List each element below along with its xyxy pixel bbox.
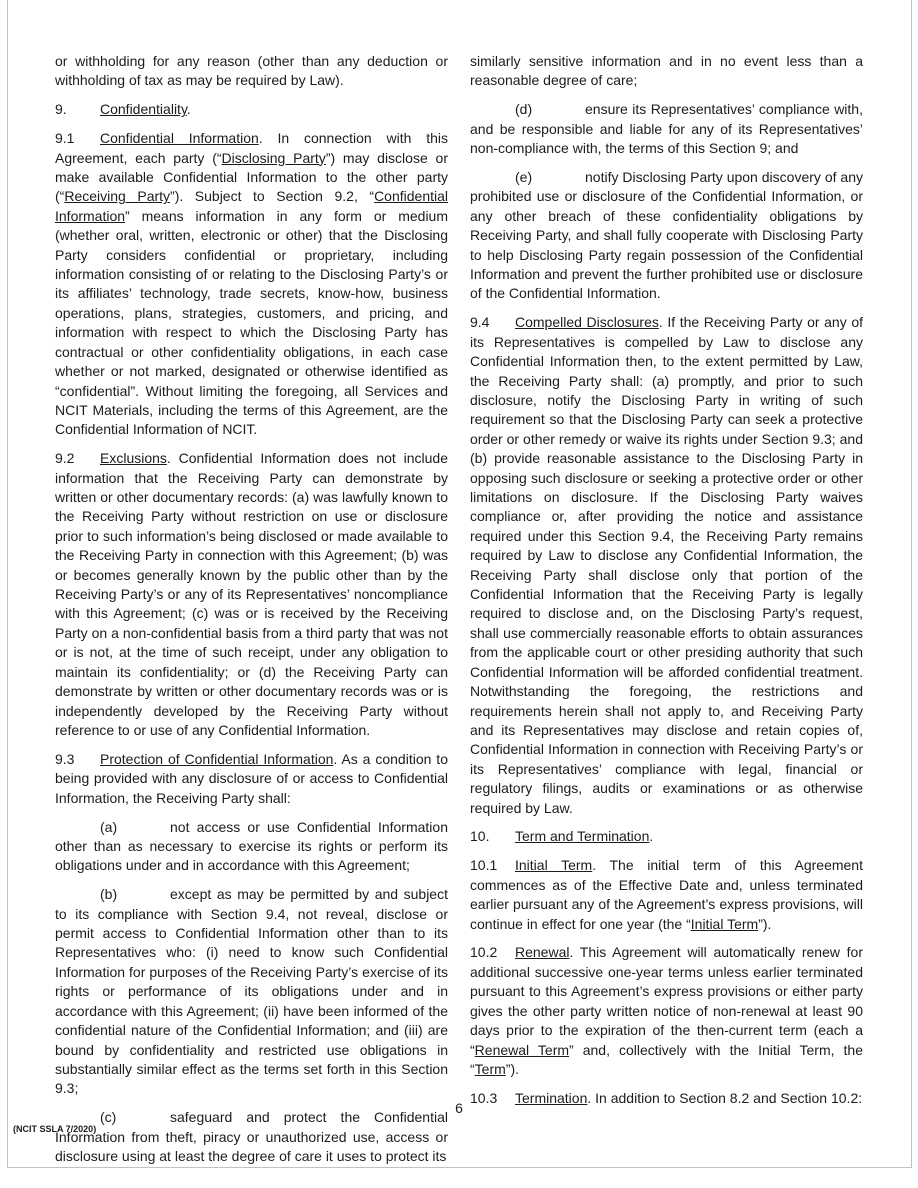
clause-9-3-d bbox=[470, 100, 863, 158]
clause-marker: 9. bbox=[55, 101, 67, 118]
text-run: . bbox=[186, 101, 191, 118]
text-run: ”) may disclose or make available Confidential Information to the other party (“ bbox=[55, 149, 448, 205]
text-run: except as may be permitted by and subject to its compliance with Section 9.4, not reveal, disclose or permit access to Confidential Information other than to its Representatives who: (i) need to know such Confidential Information for purposes of the Receiving Party’s exercise of its rights or performance of its obligations under and in accordance with this Agreement; (ii) have been informed of the confidential nature of the Confidential Information; and (iii) are bound by confidentiality and restricted use obligations in substantially similar effect as the terms set forth in this Section 9.3; bbox=[55, 886, 448, 1097]
text-run: notify Disclosing Party upon discovery of any prohibited use or disclosure of the Confidential Information, or any other breach of these confidentiality obligations by Receiving Party, and shall fully cooperate with Disclosing Party to help Disclosing Party regain possession of the Confidential Information and prevent the further prohibited use or disclosure of the Confidential Information. bbox=[470, 169, 863, 302]
left-column bbox=[55, 52, 448, 1176]
page-body bbox=[55, 52, 863, 1176]
section-10-heading bbox=[470, 827, 863, 846]
text-run: . bbox=[649, 828, 654, 845]
text-run: ensure its Representatives’ compliance with, and be responsible and liable for any of its Representatives’ non-compliance with, the terms of this Section 9; and bbox=[470, 101, 863, 157]
text-run: . Confidential Information does not include information that the Receiving Party can demonstrate by written or other documentary records: (a) was lawfully known to the Receiving Party without restriction on use or disclosure prior to such information’s being disclosed or made available to the Receiving Party in connection with this Agreement; (b) was or becomes generally known by the public other than by the Receiving Party’s or any of its Representatives’ noncompliance with this Agreement; (c) was or is received by the Receiving Party on a non-confidential basis from a third party that was not or is not, at the time of such receipt, under any obligation to maintain its confidentiality; or (d) the Receiving Party can demonstrate by written or other documentary records was or is independently developed by the Receiving Party without reference to or use of any Confidential Information. bbox=[55, 450, 448, 738]
underlined-term: Term and Termination bbox=[515, 828, 650, 845]
text-run: . In connection with this Agreement, each party (“ bbox=[55, 130, 448, 166]
clause-9-3-b bbox=[55, 885, 448, 1098]
clause-10-1 bbox=[470, 856, 863, 934]
underlined-term: Renewal Term bbox=[474, 1041, 570, 1058]
underlined-term: Disclosing Party bbox=[221, 149, 326, 166]
clause-marker: 9.4 bbox=[470, 314, 490, 331]
underlined-term: Receiving Party bbox=[64, 188, 171, 205]
underlined-term: Confidential Information bbox=[100, 130, 259, 147]
underlined-term: Compelled Disclosures bbox=[515, 314, 659, 331]
clause-marker: (d) bbox=[515, 101, 533, 118]
clause-9-3-c-continued bbox=[470, 52, 863, 91]
underlined-term: Termination bbox=[515, 1089, 588, 1106]
right-column bbox=[470, 52, 863, 1176]
text-run: safeguard and protect the Confidential Information from theft, piracy or unauthorized use, access or disclosure using at least the degree of care it uses to protect its bbox=[55, 1109, 448, 1165]
clause-9-2 bbox=[55, 449, 448, 740]
text-run: . The initial term of this Agreement commences as of the Effective Date and, unless terminated earlier pursuant any of the Agreement’s express provisions, will continue in effect for one year (the “ bbox=[470, 857, 863, 932]
clause-9-3 bbox=[55, 750, 448, 808]
clause-9-3-a bbox=[55, 818, 448, 876]
clause-marker: (c) bbox=[100, 1109, 117, 1126]
underlined-term: Exclusions bbox=[100, 450, 167, 467]
clause-marker: (e) bbox=[515, 169, 533, 186]
underlined-term: Initial Term bbox=[515, 857, 593, 874]
footer-doc-code: (NCIT SSLA 7/2020) bbox=[13, 1124, 97, 1134]
underlined-term: Initial Term bbox=[690, 915, 759, 932]
clause-9-4 bbox=[470, 313, 863, 818]
clause-marker: 9.2 bbox=[55, 450, 75, 467]
paragraph-carryover bbox=[55, 52, 448, 91]
clause-marker: 10.1 bbox=[470, 857, 498, 874]
text-run: ”). bbox=[758, 915, 772, 932]
text-run: ” and, collectively with the Initial Term, the “ bbox=[470, 1041, 863, 1077]
underlined-term: Confidential Information bbox=[55, 188, 448, 224]
text-run: ”). Subject to Section 9.2, “ bbox=[170, 188, 375, 205]
underlined-term: Protection of Confidential Information bbox=[100, 750, 334, 767]
clause-marker: (a) bbox=[100, 818, 118, 835]
text-run: not access or use Confidential Information other than as necessary to exercise its rights or perform its obligations under and in accordance with this Agreement; bbox=[55, 818, 448, 874]
text-run: . If the Receiving Party or any of its Representatives is compelled by Law to disclose any Confidential Information then, to the extent permitted by Law, the Receiving Party shall: (a) promptly, and prior to such disclosure, notify the Disclosing Party in writing of such requirement so that the Disclosing Party can seek a protective order or other remedy or waive its rights under Section 9.3; and (b) provide reasonable assistance to the Disclosing Party in opposing such disclosure or seeking a protective order or other limitations on disclosure. If the Disclosing Party waives compliance or, after providing the notice and assistance required under this Section 9.4, the Receiving Party remains required by Law to disclose any Confidential Information, the Receiving Party shall disclose only that portion of the Confidential Information that the Receiving Party is legally required to disclose and, on the Disclosing Party’s request, shall use commercially reasonable efforts to obtain assurances from the applicable court or other presiding authority that such Confidential Information will be afforded confidential treatment. Notwithstanding the foregoing, the restrictions and requirements herein shall not apply to, and Receiving Party and its Representatives may disclose and retain copies of, Confidential Information in connection with Receiving Party’s or its Representatives’ compliance with legal, financial or regulatory filings, audits or examinations or as otherwise required by Law. bbox=[470, 314, 863, 816]
clause-9-1 bbox=[55, 129, 448, 440]
text-run: . In addition to Section 8.2 and Section 10.2: bbox=[587, 1089, 863, 1106]
clause-marker: 10.3 bbox=[470, 1089, 498, 1106]
clause-9-3-c bbox=[55, 1108, 448, 1166]
clause-marker: 10. bbox=[470, 828, 490, 845]
underlined-term: Term bbox=[474, 1060, 506, 1077]
text-run: similarly sensitive information and in no event less than a reasonable degree of care; bbox=[470, 53, 863, 89]
text-run: . As a condition to being provided with any disclosure of or access to Confidential Information, the Receiving Party shall: bbox=[55, 750, 448, 806]
text-run: ” means information in any form or medium (whether oral, written, electronic or other) that the Disclosing Party considers confidential or proprietary, including information consisting of or relating to the Disclosing Party’s or its affiliates’ technology, trade secrets, know-how, business operations, plans, strategies, customers, and pricing, and information with respect to which the Disclosing Party has contractual or other confidentiality obligations, in each case whether or not marked, designated or otherwise identified as “confidential”. Without limiting the foregoing, all Services and NCIT Materials, including the terms of this Agreement, are the Confidential Information of NCIT. bbox=[55, 207, 448, 438]
text-run: ”). bbox=[505, 1060, 520, 1077]
underlined-term: Confidentiality bbox=[100, 101, 187, 118]
clause-10-2 bbox=[470, 943, 863, 1079]
clause-marker: 10.2 bbox=[470, 944, 498, 961]
section-9-heading bbox=[55, 100, 448, 119]
clause-9-3-e bbox=[470, 168, 863, 304]
clause-marker: (b) bbox=[100, 886, 118, 903]
clause-marker: 9.3 bbox=[55, 750, 75, 767]
clause-marker: 9.1 bbox=[55, 130, 75, 147]
text-run: . This Agreement will automatically renew for additional successive one-year terms unless earlier terminated pursuant to this Agreement’s express provisions or either party gives the other party written notice of non-renewal at least 90 days prior to the expiration of the then-current term (each a “ bbox=[470, 944, 863, 1058]
page-number: 6 bbox=[455, 1100, 463, 1116]
text-run: or withholding for any reason (other than any deduction or withholding of tax as may be required by Law). bbox=[55, 53, 448, 89]
underlined-term: Renewal bbox=[515, 944, 570, 961]
